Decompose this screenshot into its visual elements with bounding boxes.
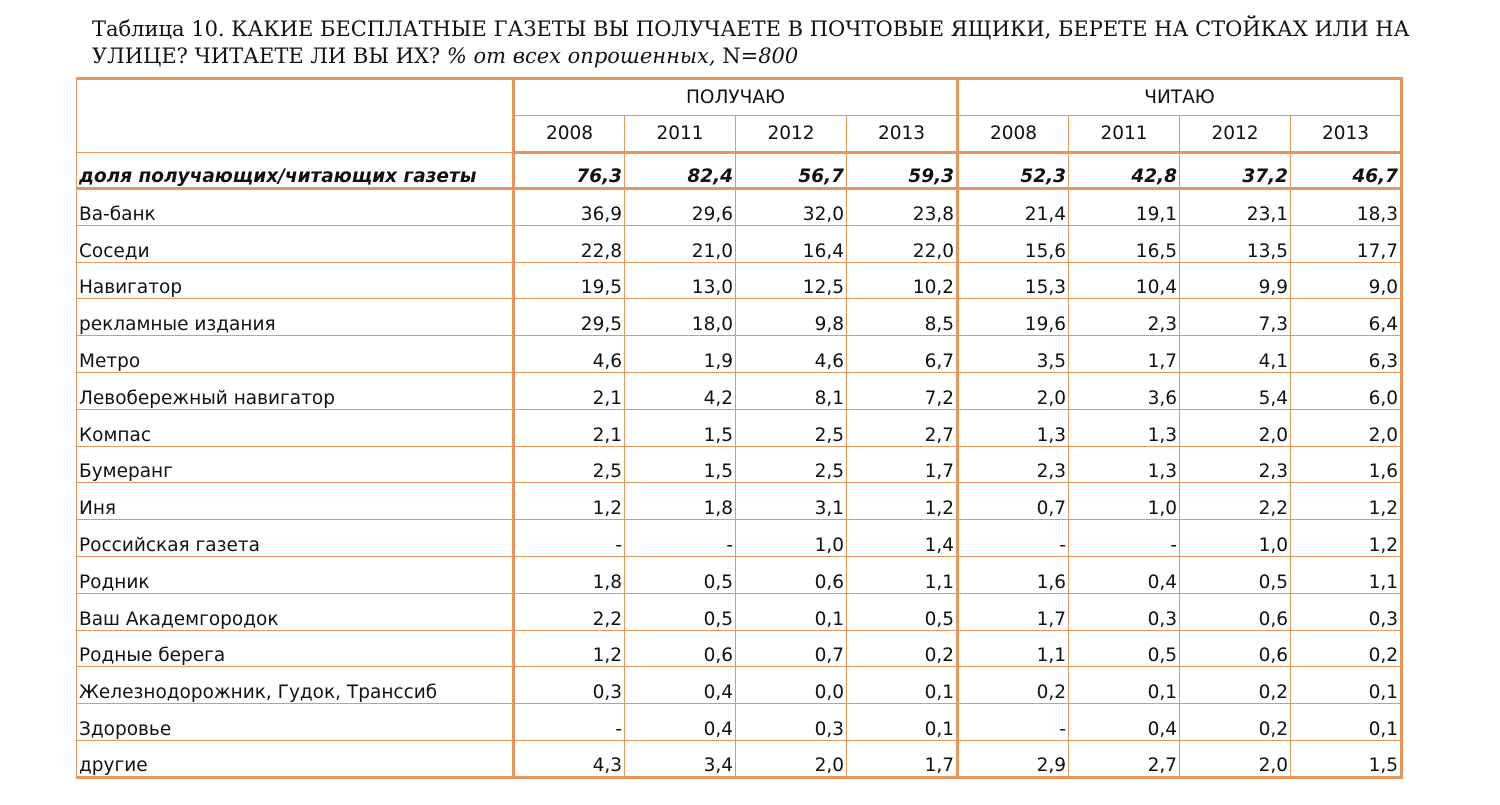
table-cell: 17,7 [1291,225,1402,262]
table-cell: 4,2 [625,372,736,409]
summary-value: 56,7 [736,153,847,189]
table-cell: 21,0 [625,225,736,262]
table-cell: 1,9 [625,336,736,373]
table-cell: 0,2 [1180,704,1291,741]
table-cell: 0,4 [625,704,736,741]
table-cell: 2,0 [1180,740,1291,777]
table-cell: 19,5 [514,262,625,299]
table-row [77,299,1402,336]
table-cell: 0,4 [1069,704,1180,741]
row-label: Родник [77,556,514,593]
table-cell: 2,0 [958,372,1069,409]
table-cell: 0,5 [1069,630,1180,667]
table-row [77,593,1402,630]
table-cell: 36,9 [514,189,625,226]
table-cell: 1,8 [514,556,625,593]
summary-value: 52,3 [958,153,1069,189]
table-row [77,704,1402,741]
table-cell: 0,6 [736,556,847,593]
table-cell: 22,0 [847,225,958,262]
table-cell: 1,0 [1069,483,1180,520]
table-cell: 7,3 [1180,299,1291,336]
table-cell: 0,3 [1291,593,1402,630]
table-cell: 16,5 [1069,225,1180,262]
table-cell: 29,6 [625,189,736,226]
table-cell: 13,0 [625,262,736,299]
table-cell: 6,3 [1291,336,1402,373]
table-cell: 0,2 [958,667,1069,704]
table-cell: 0,6 [1180,593,1291,630]
title-n-value: 800 [758,44,799,68]
table-cell: 0,1 [1291,667,1402,704]
year-header: 2011 [625,116,736,153]
table-cell: 2,7 [847,409,958,446]
corner-cell [77,79,514,153]
row-label: рекламные издания [77,299,514,336]
table-cell: 3,4 [625,740,736,777]
table-row [77,556,1402,593]
table-cell: 1,2 [1291,520,1402,557]
table-cell: 2,7 [1069,740,1180,777]
table-cell: 1,6 [958,556,1069,593]
table-cell: 22,8 [514,225,625,262]
table-cell: 32,0 [736,189,847,226]
table-cell: - [958,520,1069,557]
year-header: 2008 [958,116,1069,153]
table-cell: 2,2 [1180,483,1291,520]
table-cell: 2,0 [736,740,847,777]
year-header: 2012 [1180,116,1291,153]
table-cell: 6,0 [1291,372,1402,409]
table-cell: 3,6 [1069,372,1180,409]
table-cell: 0,1 [1291,704,1402,741]
table-cell: 2,2 [514,593,625,630]
summary-value: 37,2 [1180,153,1291,189]
table-cell: 0,7 [736,630,847,667]
table-cell: 10,2 [847,262,958,299]
table-row [77,740,1402,777]
table-cell: 3,5 [958,336,1069,373]
table-cell: 12,5 [736,262,847,299]
row-label: Родные берега [77,630,514,667]
table-cell: - [514,704,625,741]
table-row [77,630,1402,667]
table-row [77,225,1402,262]
row-label: Здоровье [77,704,514,741]
table-cell: 0,1 [736,593,847,630]
table-cell: 19,1 [1069,189,1180,226]
table-cell: 18,0 [625,299,736,336]
table-row [77,446,1402,483]
table-cell: 0,5 [625,556,736,593]
table-cell: 1,7 [1069,336,1180,373]
table-cell: 3,1 [736,483,847,520]
summary-value: 82,4 [625,153,736,189]
table-cell: 0,2 [1180,667,1291,704]
table-cell: 4,6 [514,336,625,373]
table-cell: 1,7 [847,446,958,483]
table-cell: 5,4 [1180,372,1291,409]
table-cell: 0,5 [625,593,736,630]
row-label: Метро [77,336,514,373]
table-cell: 1,2 [847,483,958,520]
table-cell: 1,5 [625,409,736,446]
table-cell: 0,4 [1069,556,1180,593]
table-cell: 4,3 [514,740,625,777]
row-label: Навигатор [77,262,514,299]
table-cell: - [958,704,1069,741]
year-header: 2012 [736,116,847,153]
table-cell: 1,0 [1180,520,1291,557]
table-cell: 1,8 [625,483,736,520]
table-cell: 1,7 [847,740,958,777]
summary-value: 59,3 [847,153,958,189]
table-cell: 2,0 [1291,409,1402,446]
table-cell: 2,5 [736,446,847,483]
table-title [92,16,1422,70]
table-cell: 2,1 [514,409,625,446]
table-cell: 2,0 [1180,409,1291,446]
table-cell: 1,6 [1291,446,1402,483]
table-row [77,483,1402,520]
table-cell: 9,9 [1180,262,1291,299]
summary-label: доля получающих/читающих газеты [77,153,514,189]
table-cell: 0,1 [847,704,958,741]
table-cell: 2,9 [958,740,1069,777]
table-cell: 0,3 [1069,593,1180,630]
table-row [77,667,1402,704]
table-cell: 0,6 [1180,630,1291,667]
table-cell: 15,6 [958,225,1069,262]
row-label: Левобережный навигатор [77,372,514,409]
table-row [77,409,1402,446]
table-cell: 18,3 [1291,189,1402,226]
table-cell: 0,5 [1180,556,1291,593]
row-label: Железнодорожник, Гудок, Транссиб [77,667,514,704]
row-label: другие [77,740,514,777]
table-cell: - [625,520,736,557]
table-cell: 2,5 [514,446,625,483]
table-cell: 1,7 [958,593,1069,630]
table-cell: 1,2 [514,483,625,520]
group-header-row [77,79,1402,116]
group-header-receive: ПОЛУЧАЮ [514,79,958,116]
table-cell: 23,8 [847,189,958,226]
table-cell: 15,3 [958,262,1069,299]
year-header: 2013 [847,116,958,153]
table-cell: 16,4 [736,225,847,262]
table-cell: 0,1 [847,667,958,704]
row-label: Ваш Академгородок [77,593,514,630]
row-label: Ва-банк [77,189,514,226]
table-cell: 0,0 [736,667,847,704]
row-label: Иня [77,483,514,520]
table-cell: 10,4 [1069,262,1180,299]
table-cell: 0,5 [847,593,958,630]
table-cell: 8,1 [736,372,847,409]
table-cell: 0,7 [958,483,1069,520]
row-label: Соседи [77,225,514,262]
table-row [77,262,1402,299]
table-row [77,520,1402,557]
table-cell: 1,1 [847,556,958,593]
table-cell: 1,1 [958,630,1069,667]
table-cell: 1,4 [847,520,958,557]
table-cell: 0,2 [1291,630,1402,667]
table-cell: 4,1 [1180,336,1291,373]
table-cell: 1,3 [1069,446,1180,483]
year-header: 2008 [514,116,625,153]
table-cell: 9,8 [736,299,847,336]
row-label: Компас [77,409,514,446]
table-cell: 6,4 [1291,299,1402,336]
table-cell: 8,5 [847,299,958,336]
data-table [76,77,1403,779]
title-n-label: N= [722,44,759,68]
table-cell: - [1069,520,1180,557]
table-cell: 23,1 [1180,189,1291,226]
table-cell: 2,1 [514,372,625,409]
table-cell: 9,0 [1291,262,1402,299]
table-cell: 19,6 [958,299,1069,336]
group-header-read: ЧИТАЮ [958,79,1402,116]
table-cell: 29,5 [514,299,625,336]
table-cell: 1,0 [736,520,847,557]
table-cell: 1,3 [1069,409,1180,446]
year-header: 2013 [1291,116,1402,153]
table-cell: 0,3 [736,704,847,741]
table-cell: 1,2 [1291,483,1402,520]
table-cell: 2,5 [736,409,847,446]
table-cell: 1,2 [514,630,625,667]
table-cell: 1,5 [1291,740,1402,777]
table-cell: 2,3 [958,446,1069,483]
title-note: % от всех опрошенных, [446,44,723,68]
table-cell: 0,3 [514,667,625,704]
table-cell: 1,1 [1291,556,1402,593]
table-cell: 1,3 [958,409,1069,446]
table-cell: - [514,520,625,557]
table-cell: 21,4 [958,189,1069,226]
summary-value: 76,3 [514,153,625,189]
summary-value: 46,7 [1291,153,1402,189]
table-cell: 1,5 [625,446,736,483]
table-cell: 2,3 [1180,446,1291,483]
row-label: Российская газета [77,520,514,557]
table-cell: 0,4 [625,667,736,704]
row-label: Бумеранг [77,446,514,483]
table-cell: 2,3 [1069,299,1180,336]
summary-row [77,153,1402,189]
table-row [77,189,1402,226]
table-cell: 0,6 [625,630,736,667]
title-main: Таблица 10. КАКИЕ БЕСПЛАТНЫЕ ГАЗЕТЫ ВЫ ПОЛУЧАЕТЕ В ПОЧТОВЫЕ ЯЩИКИ, БЕРЕТЕ НА СТОЙКАХ ИЛИ НА УЛИЦЕ? ЧИТАЕТЕ ЛИ ВЫ ИХ? [92,17,1410,68]
table-cell: 13,5 [1180,225,1291,262]
table-cell: 0,1 [1069,667,1180,704]
table-cell: 7,2 [847,372,958,409]
year-header: 2011 [1069,116,1180,153]
table-row [77,372,1402,409]
table-cell: 4,6 [736,336,847,373]
table-cell: 0,2 [847,630,958,667]
summary-value: 42,8 [1069,153,1180,189]
table-row [77,336,1402,373]
table-cell: 6,7 [847,336,958,373]
